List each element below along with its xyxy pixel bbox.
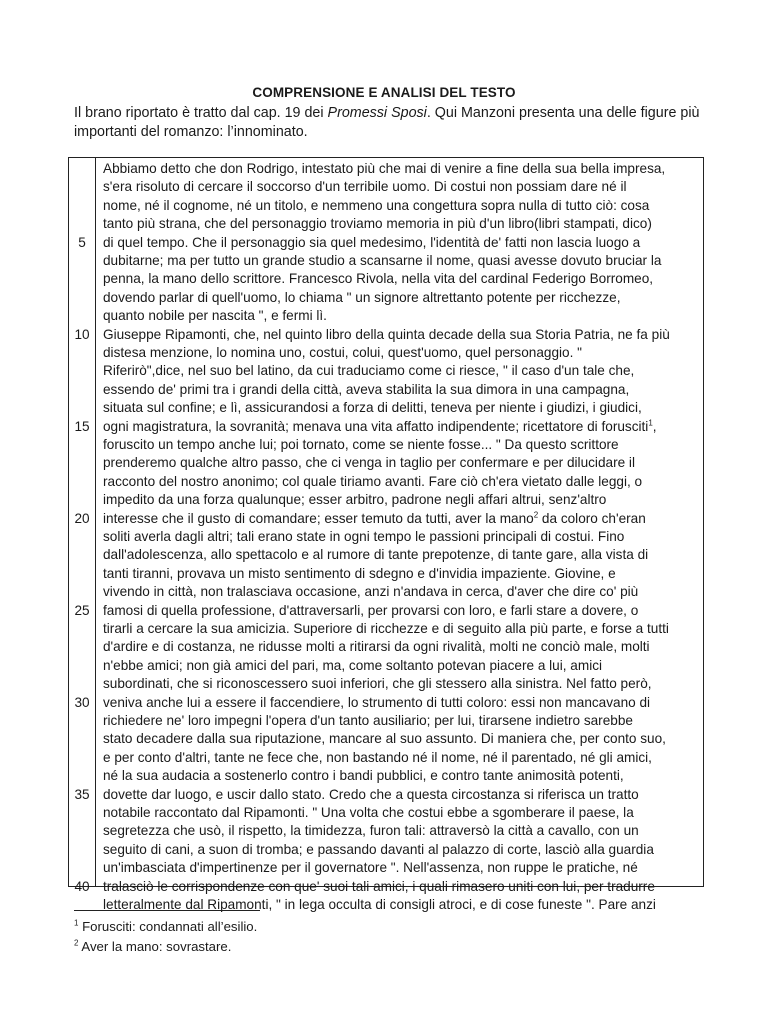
passage-line-text: seguito di cani, a suon di tromba; e passando davanti al palazzo di corte, lasciò alla guardia	[103, 841, 654, 857]
passage-line-text: s'era risoluto di cercare il soccorso d'un terribile uomo. Di costui non possiam dare né il	[103, 179, 627, 195]
passage-line-text: prenderemo qualche altro passo, che ci venga in taglio per confermare e per dilucidare il	[103, 455, 635, 471]
passage-line-text: tanti tiranni, provava un misto sentimento di sdegno e d'invidia impaziente. Giovine, e	[103, 565, 616, 581]
passage-column	[97, 158, 703, 912]
passage-line	[103, 454, 701, 472]
passage-line	[103, 841, 701, 859]
passage-line	[103, 528, 701, 546]
passage-line-text: notabile raccontato dal Ripamonti. " Una volta che costui ebbe a sgomberare il paese, la	[103, 805, 634, 820]
intro-paragraph	[74, 104, 714, 142]
line-number: 5	[78, 234, 86, 250]
passage-line-text: di quel tempo. Che il personaggio sia quel medesimo, l'identità de' fatti non lascia luogo a	[103, 234, 641, 250]
passage-line-text: dall'adolescenza, allo spettacolo e al rumore di tante prepotenze, di tante gare, alla vista di	[103, 547, 649, 563]
passage-line-text: tirarli a cercare la sua amicizia. Superiore di ricchezze e di seguito alla più parte, e forse a tutti	[103, 621, 669, 636]
passage-line	[103, 786, 701, 804]
line-number: 20	[74, 510, 90, 526]
passage-line-text: un'imbasciata d'impertinenze per il governatore ". Nell'assenza, non ruppe le pratiche, né	[103, 860, 638, 876]
passage-line	[103, 767, 701, 785]
passage-line-text: famosi di quella professione, d'attraversarli, per provarsi con loro, e farli stare a dovere, o	[103, 602, 639, 618]
passage-line-text: nome, né il cognome, né un titolo, e nemmeno una congettura sopra nulla di tutto ciò: cosa	[103, 197, 650, 213]
passage-line	[103, 546, 701, 564]
passage-line-text: quanto nobile per nascita ", e fermi lì.	[103, 308, 327, 324]
page-title: COMPRENSIONE E ANALISI DEL TESTO	[252, 85, 516, 100]
footnote-mark: 1	[74, 918, 79, 928]
passage-line-text: richiedere ne' loro impegni l'opera d'un tanto ausiliario; per lui, tirarsene indietro sarebbe	[103, 713, 633, 728]
passage-line-text: vivendo in città, non tralasciava occasione, anzi n'andava in cerca, d'aver che dire co' più	[103, 584, 639, 600]
passage-line	[103, 418, 701, 436]
passage-line	[103, 307, 701, 325]
passage-line-text: tanto più strana, che del personaggio troviamo memoria in più d'un libro(libri stampati, dico)	[103, 216, 652, 232]
footnote-text: Forusciti: condannati all’esilio.	[78, 919, 258, 934]
book-title: Promessi Sposi	[327, 105, 427, 121]
passage-line	[103, 657, 701, 675]
passage-line	[103, 694, 701, 712]
passage-line	[103, 178, 701, 196]
passage-line-text: d'ardire e di costanza, ne ridusse molti a ritirarsi da ogni rivalità, molti ne conciò male, molti	[103, 639, 650, 655]
footnote-mark: 2	[74, 938, 79, 948]
line-number: 35	[74, 786, 90, 802]
passage-line	[103, 675, 701, 693]
passage-line	[103, 583, 701, 601]
passage-line-text: veniva anche lui a essere il faccendiere, lo strumento di tutti coloro: essi non mancavano di	[103, 694, 651, 710]
passage-line	[103, 730, 701, 748]
passage-line	[103, 436, 701, 454]
passage-line	[103, 602, 701, 620]
footnote	[74, 938, 231, 956]
passage-line-text: interesse che il gusto di comandare; esser temuto da tutti, aver la mano	[103, 510, 534, 526]
passage-line	[103, 804, 701, 822]
passage-line-text: Giuseppe Ripamonti, che, nel quinto libro della quinta decade della sua Storia Patria, ne fa più	[103, 326, 670, 342]
passage-line	[103, 270, 701, 288]
passage-line-text: e per conto d'altri, tante ne fece che, non bastando né il nome, né il parentado, né gli amici,	[103, 749, 652, 765]
passage-line-text: dovendo parlar di quell'uomo, lo chiama " un signore altrettanto potente per ricchezze,	[103, 289, 621, 305]
intro-text-start: Il brano riportato è tratto dal cap. 19 dei	[74, 105, 328, 121]
passage-line	[103, 326, 701, 344]
passage-line	[103, 565, 701, 583]
passage-line	[103, 399, 701, 417]
passage-line-text: ,	[652, 418, 657, 434]
line-number: 40	[74, 878, 90, 894]
passage-line-text: dubitarne; ma per tutto un grande studio a scansarne il nome, quasi avesse dovuto bruciar la	[103, 253, 662, 268]
passage-line	[103, 638, 701, 656]
passage-line-text: subordinati, che si riconoscessero suoi inferiori, che gli stessero alla sinistra. Nel fatto però,	[103, 676, 652, 692]
line-number: 10	[74, 326, 90, 342]
passage-line	[103, 234, 701, 252]
passage-line-text: stato decadere dalla sua riputazione, mancare al suo assunto. Di maniera che, per conto suo,	[103, 731, 666, 747]
passage-line	[103, 473, 701, 491]
passage-line-text: penna, la mano dello scrittore. Francesco Rivola, nella vita del cardinal Federigo Borromeo,	[103, 271, 654, 287]
intro-text-end: . Qui Manzoni presenta una delle figure più importanti del romanzo: l’innominato.	[74, 105, 700, 140]
passage-line	[103, 822, 701, 840]
passage-line	[103, 362, 701, 380]
footnote-reference: 2	[533, 510, 539, 520]
passage-line-text: Riferirò",dice, nel suo bel latino, da cui traduciamo come ci riesce, " il caso d'un tale che,	[103, 363, 635, 379]
passage-line-text: tralasciò le corrispondenze con que' suoi tali amici, i quali rimasero uniti con lui, per tradurre	[103, 878, 655, 894]
passage-line	[103, 510, 701, 528]
passage-line-text: dovette dar luogo, e uscir dallo stato. Credo che a questa circostanza si riferisca un tratto	[103, 786, 639, 802]
passage-line	[103, 252, 701, 270]
passage-line	[103, 344, 701, 362]
passage-line-text: né la sua audacia a sostenerlo contro i bandi pubblici, e contro tante animosità potenti,	[103, 768, 624, 784]
passage-line	[103, 878, 701, 896]
passage-line-text: segretezza che usò, il rispetto, la timidezza, furon tali: attraversò la città a cavallo, con un	[103, 823, 639, 839]
footnote	[74, 918, 257, 936]
line-number: 30	[74, 694, 90, 710]
passage-line	[103, 620, 701, 638]
footnote-text: Aver la mano: sovrastare.	[78, 939, 232, 954]
passage-line-text: ogni magistratura, la sovranità; menava una vita affatto indipendente; ricettatore di forusciti	[103, 418, 649, 434]
passage-line	[103, 197, 701, 215]
passage-line-text: distesa menzione, lo nomina uno, costui, colui, quest'uomo, quel personaggio. "	[103, 345, 582, 360]
passage-line-text: foruscito un tempo anche lui; poi tornato, come se niente fosse... " Da questo scrittore	[103, 437, 619, 452]
footnote-reference: 1	[648, 418, 653, 428]
passage-line-text: soliti averla dagli altri; tali erano state in ogni tempo le passioni principali di costui. Fino	[103, 529, 625, 544]
passage-line	[103, 859, 701, 877]
passage-line	[103, 289, 701, 307]
passage-line-text: impedito da una forza qualunque; esser arbitro, padrone negli affari altrui, senz'altro	[103, 492, 607, 508]
text-table	[68, 157, 704, 912]
line-number: 15	[74, 418, 90, 434]
passage-line	[103, 896, 701, 914]
passage-line	[103, 712, 701, 730]
passage-line	[103, 160, 701, 178]
passage-line	[103, 215, 701, 233]
passage-line	[103, 381, 701, 399]
passage-line-text: racconto del nostro anonimo; col quale tiriamo avanti. Fare ciò ch'era vietato dalle leggi, o	[103, 473, 643, 489]
line-number-column	[69, 158, 96, 894]
passage-line-text: letteralmente dal Ripamonti, " in lega occulta di consigli atroci, e di cose funeste ". Pare anzi	[103, 897, 656, 912]
passage-line-text: essendo de' primi tra i grandi della città, aveva stabilita la sua dimora in una campagna,	[103, 381, 630, 397]
passage-line-text: n'ebbe amici; non già amici del pari, ma, come soltanto potevan piacere a lui, amici	[103, 657, 603, 673]
footnote-rule	[74, 910, 260, 911]
passage-line-text: Abbiamo detto che don Rodrigo, intestato più che mai di venire a fine della sua bella impresa,	[103, 161, 666, 176]
passage-line	[103, 491, 701, 509]
line-number: 25	[74, 602, 90, 618]
passage-line-text: situata sul confine; e lì, assicurandosi a forza di delitti, teneva per niente i giudizi, i giudici,	[103, 400, 642, 416]
passage-line	[103, 749, 701, 767]
passage-line-text: da coloro ch'eran	[538, 510, 646, 526]
